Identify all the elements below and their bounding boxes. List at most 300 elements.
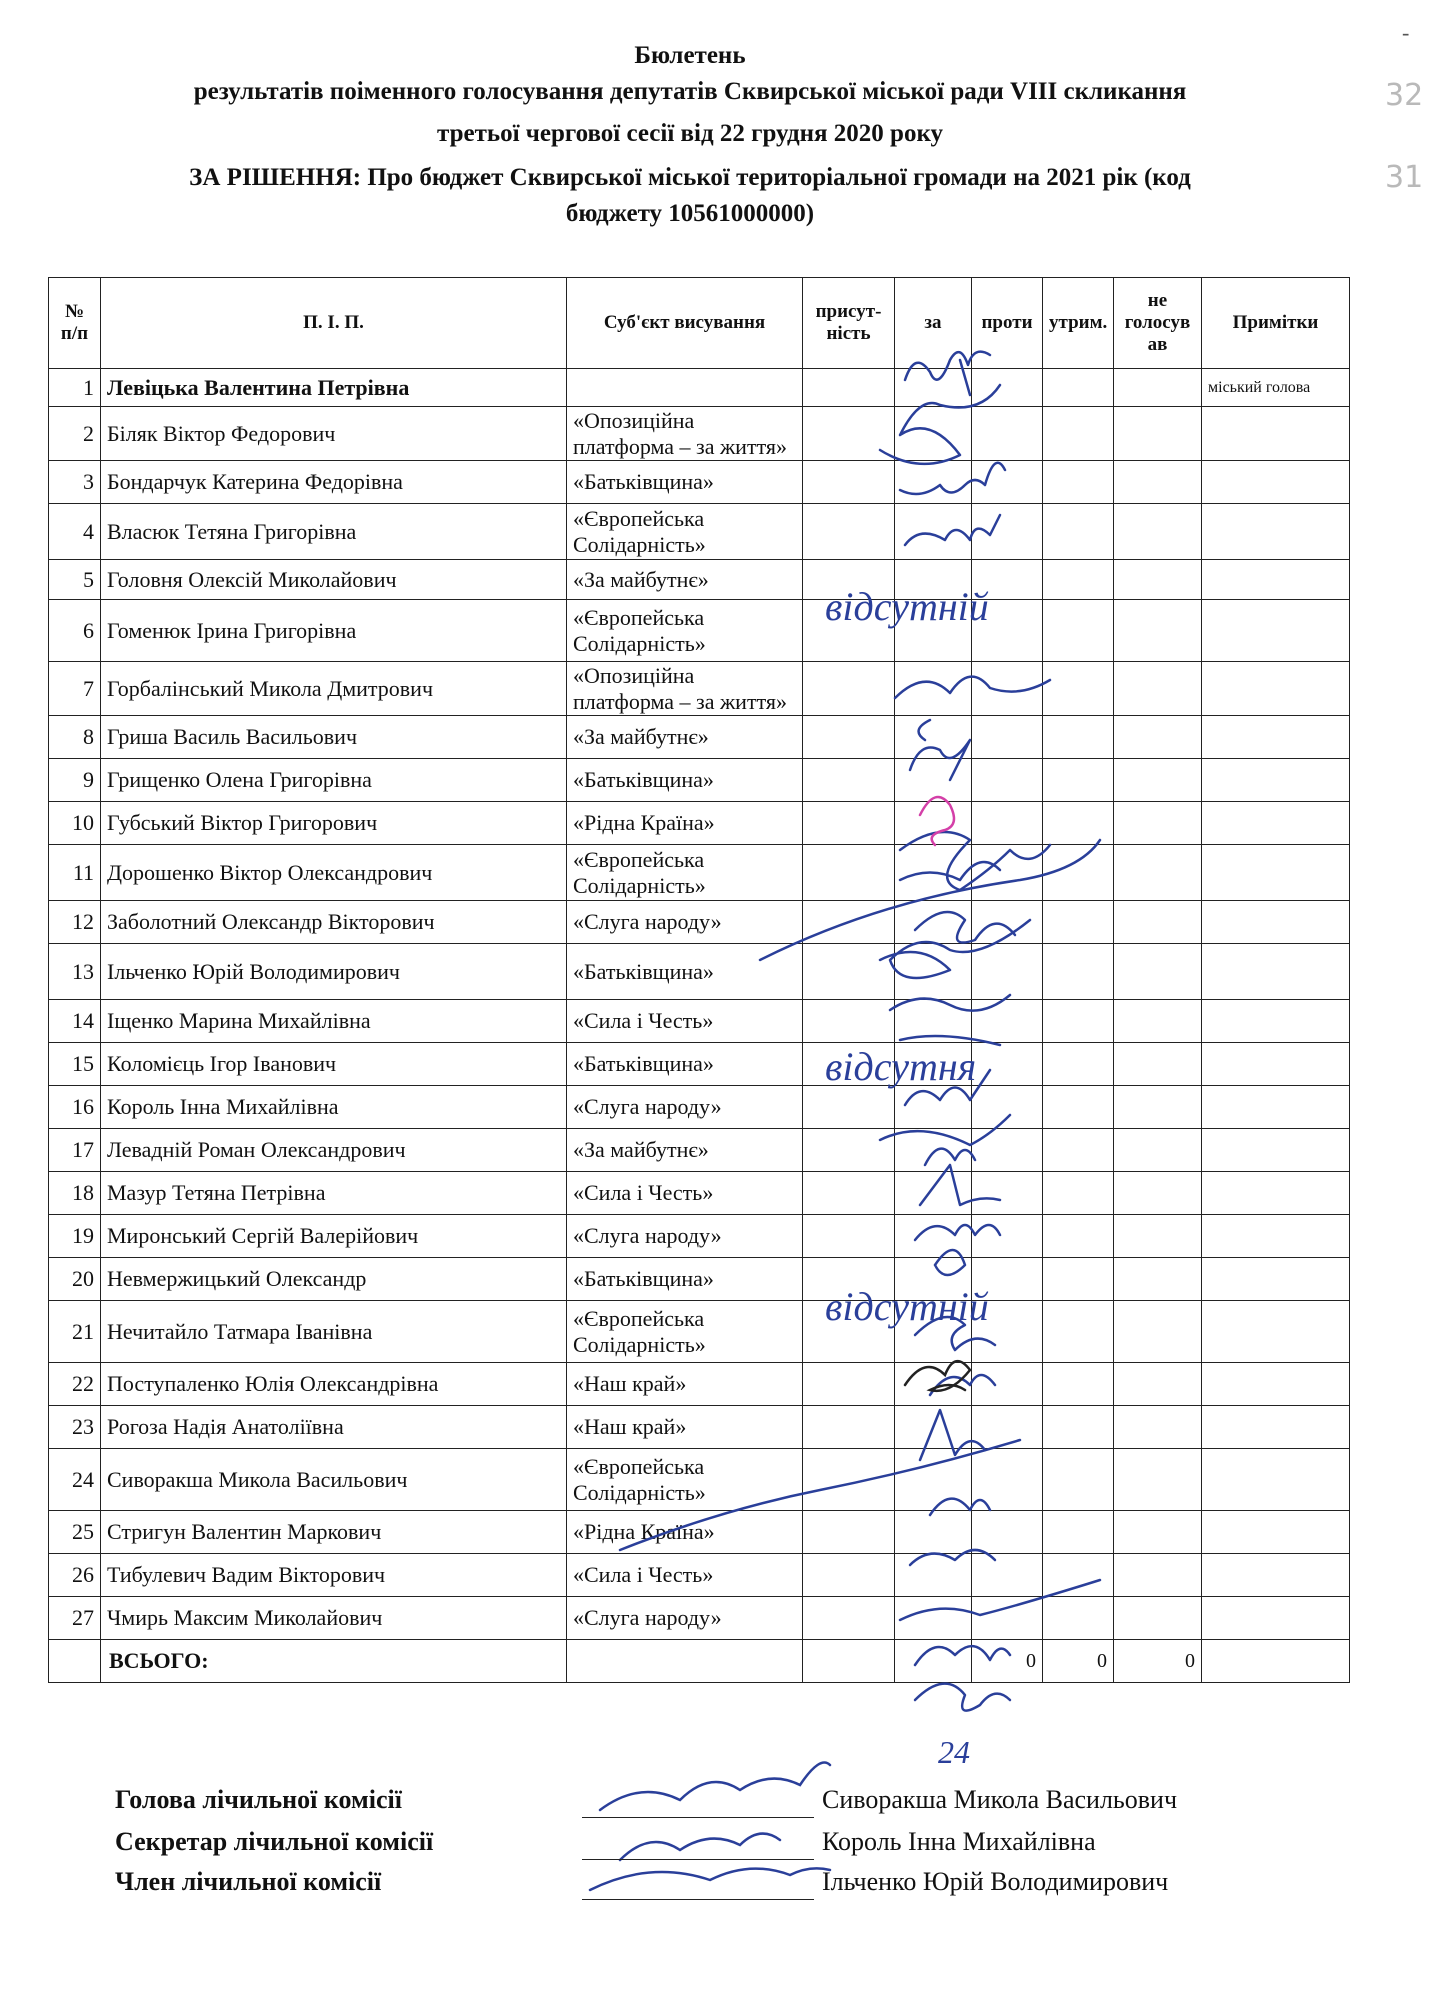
member-name: Миронський Сергій Валерійович [101, 1215, 567, 1258]
member-name: Левадній Роман Олександрович [101, 1129, 567, 1172]
member-signature [590, 1868, 830, 1890]
present-cell [803, 560, 895, 600]
row-number: 1 [49, 369, 101, 407]
chair-label: Голова лічильної комісії [115, 1785, 402, 1814]
present-cell [803, 1406, 895, 1449]
member-party: «Батьківщина» [567, 461, 803, 504]
abstain-cell [1043, 802, 1114, 845]
not-voted-cell [1114, 759, 1202, 802]
member-party [567, 369, 803, 407]
member-name: Король Інна Михайлівна [101, 1086, 567, 1129]
notes-cell [1202, 407, 1350, 461]
abstain-cell [1043, 1511, 1114, 1554]
member-name: Поступаленко Юлія Олександрівна [101, 1363, 567, 1406]
notes-cell [1202, 1172, 1350, 1215]
abstain-cell [1043, 600, 1114, 662]
table-row [49, 759, 1350, 802]
for-cell [895, 1597, 972, 1640]
against-cell [972, 1363, 1043, 1406]
for-cell [895, 716, 972, 759]
for-cell [895, 369, 972, 407]
table-row [49, 1554, 1350, 1597]
table-row [49, 1086, 1350, 1129]
member-name: Нечитайло Татмара Іванівна [101, 1301, 567, 1363]
notes-cell [1202, 716, 1350, 759]
table-row [49, 944, 1350, 1000]
against-cell [972, 944, 1043, 1000]
abstain-cell [1043, 1449, 1114, 1511]
row-number: 16 [49, 1086, 101, 1129]
against-cell [972, 901, 1043, 944]
row-number: 12 [49, 901, 101, 944]
table-row [49, 1000, 1350, 1043]
member-name: Стригун Валентин Маркович [101, 1511, 567, 1554]
not-voted-cell [1114, 1172, 1202, 1215]
member-party: «Рідна Країна» [567, 1511, 803, 1554]
for-cell [895, 1554, 972, 1597]
total-abstain: 0 [1043, 1640, 1114, 1683]
against-cell [972, 1215, 1043, 1258]
against-cell [972, 1406, 1043, 1449]
for-cell [895, 1215, 972, 1258]
notes-cell [1202, 1000, 1350, 1043]
member-name: Сиворакша Микола Васильович [101, 1449, 567, 1511]
member-name: Власюк Тетяна Григорівна [101, 504, 567, 560]
table-row [49, 802, 1350, 845]
for-cell [895, 1086, 972, 1129]
member-name: Мазур Тетяна Петрівна [101, 1172, 567, 1215]
total-label: ВСЬОГО: [101, 1640, 567, 1683]
notes-cell [1202, 759, 1350, 802]
member-name: Чмирь Максим Миколайович [101, 1597, 567, 1640]
present-cell [803, 1597, 895, 1640]
row-number: 9 [49, 759, 101, 802]
table-row [49, 461, 1350, 504]
for-cell [895, 1511, 972, 1554]
row-number: 4 [49, 504, 101, 560]
table-row [49, 1172, 1350, 1215]
row-number: 20 [49, 1258, 101, 1301]
table-row [49, 1406, 1350, 1449]
row-number: 24 [49, 1449, 101, 1511]
member-name: Грищенко Олена Григорівна [101, 759, 567, 802]
against-cell [972, 1449, 1043, 1511]
row-number: 3 [49, 461, 101, 504]
for-cell [895, 759, 972, 802]
abstain-cell [1043, 1129, 1114, 1172]
signature-mark [915, 1684, 1010, 1711]
notes-cell [1202, 504, 1350, 560]
table-row [49, 1363, 1350, 1406]
for-cell [895, 600, 972, 662]
not-voted-cell [1114, 802, 1202, 845]
member-name: Гоменюк Ірина Григорівна [101, 600, 567, 662]
present-cell [803, 901, 895, 944]
secretary-signature-line [582, 1859, 814, 1860]
row-number: 7 [49, 662, 101, 716]
row-number: 6 [49, 600, 101, 662]
table-row [49, 901, 1350, 944]
abstain-cell [1043, 560, 1114, 600]
member-party: «Сила і Честь» [567, 1000, 803, 1043]
notes-cell [1202, 560, 1350, 600]
present-cell [803, 1215, 895, 1258]
decision-line: ЗА РІШЕННЯ: Про бюджет Сквирської міської територіальної громади на 2021 рік (код [189, 164, 1191, 191]
total-for-cell [895, 1640, 972, 1683]
abstain-cell [1043, 944, 1114, 1000]
not-voted-cell [1114, 600, 1202, 662]
present-cell [803, 504, 895, 560]
for-cell [895, 1129, 972, 1172]
against-cell [972, 1000, 1043, 1043]
against-cell [972, 662, 1043, 716]
for-cell [895, 845, 972, 901]
member-name: Губський Віктор Григорович [101, 802, 567, 845]
secretary-name: Король Інна Михайлівна [822, 1827, 1096, 1856]
for-cell [895, 461, 972, 504]
abstain-cell [1043, 716, 1114, 759]
present-cell [803, 600, 895, 662]
notes-cell [1202, 1363, 1350, 1406]
against-cell [972, 1511, 1043, 1554]
notes-cell [1202, 1597, 1350, 1640]
table-row [49, 407, 1350, 461]
member-party: «Батьківщина» [567, 759, 803, 802]
against-cell [972, 600, 1043, 662]
against-cell [972, 1554, 1043, 1597]
present-cell [803, 407, 895, 461]
present-cell [803, 1172, 895, 1215]
row-number: 22 [49, 1363, 101, 1406]
member-party: «Слуга народу» [567, 1215, 803, 1258]
row-number: 17 [49, 1129, 101, 1172]
notes-cell [1202, 1449, 1350, 1511]
for-cell [895, 1043, 972, 1086]
not-voted-cell [1114, 1363, 1202, 1406]
notes-cell [1202, 1043, 1350, 1086]
col-abstain: утрим. [1043, 278, 1114, 369]
member-name: Бондарчук Катерина Федорівна [101, 461, 567, 504]
total-for-handwritten: 24 [938, 1734, 970, 1770]
corner-mark: ‑ [1402, 20, 1410, 45]
not-voted-cell [1114, 662, 1202, 716]
col-notes: Примітки [1202, 278, 1350, 369]
row-number: 18 [49, 1172, 101, 1215]
against-cell [972, 1172, 1043, 1215]
table-row [49, 1301, 1350, 1363]
table-row [49, 1129, 1350, 1172]
member-party: «Батьківщина» [567, 1043, 803, 1086]
notes-cell: міський голова [1202, 369, 1350, 407]
member-party: «Європейська Солідарність» [567, 845, 803, 901]
col-num: № п/п [49, 278, 101, 369]
notes-cell [1202, 1511, 1350, 1554]
present-cell [803, 1511, 895, 1554]
notes-cell [1202, 944, 1350, 1000]
row-number: 21 [49, 1301, 101, 1363]
abstain-cell [1043, 1363, 1114, 1406]
member-party: «Опозиційна платформа – за життя» [567, 662, 803, 716]
against-cell [972, 407, 1043, 461]
abstain-cell [1043, 1172, 1114, 1215]
member-signature-line [582, 1899, 814, 1900]
against-cell [972, 1597, 1043, 1640]
not-voted-cell [1114, 1258, 1202, 1301]
for-cell [895, 662, 972, 716]
present-cell [803, 1449, 895, 1511]
member-name: Левіцька Валентина Петрівна [101, 369, 567, 407]
not-voted-cell [1114, 1406, 1202, 1449]
for-cell [895, 1363, 972, 1406]
notes-cell [1202, 1086, 1350, 1129]
margin-pencil-note: 31 [1385, 160, 1424, 195]
member-party: «Європейська Солідарність» [567, 1449, 803, 1511]
chair-signature [600, 1763, 830, 1811]
notes-cell [1202, 461, 1350, 504]
against-cell [972, 504, 1043, 560]
member-party: «Наш край» [567, 1363, 803, 1406]
row-number: 13 [49, 944, 101, 1000]
against-cell [972, 1043, 1043, 1086]
member-name: Заболотний Олександр Вікторович [101, 901, 567, 944]
against-cell [972, 845, 1043, 901]
secretary-label: Секретар лічильної комісії [115, 1827, 434, 1856]
for-cell [895, 901, 972, 944]
abstain-cell [1043, 1597, 1114, 1640]
present-cell [803, 1086, 895, 1129]
member-name: Гриша Василь Васильович [101, 716, 567, 759]
against-cell [972, 1129, 1043, 1172]
not-voted-cell [1114, 1000, 1202, 1043]
present-cell [803, 1000, 895, 1043]
for-cell [895, 407, 972, 461]
notes-cell [1202, 1406, 1350, 1449]
abstain-cell [1043, 1554, 1114, 1597]
document-subtitle: результатів поіменного голосування депутатів Сквирської міської ради VIII скликання [193, 78, 1187, 105]
against-cell [972, 716, 1043, 759]
against-cell [972, 461, 1043, 504]
col-for: за [895, 278, 972, 369]
abstain-cell [1043, 845, 1114, 901]
member-party: «Європейська Солідарність» [567, 504, 803, 560]
not-voted-cell [1114, 1215, 1202, 1258]
table-row [49, 1511, 1350, 1554]
document-title: Бюлетень [634, 42, 746, 69]
member-name: Рогоза Надія Анатоліївна [101, 1406, 567, 1449]
present-cell [803, 461, 895, 504]
total-row [49, 1640, 1350, 1683]
abstain-cell [1043, 1406, 1114, 1449]
table-row [49, 716, 1350, 759]
not-voted-cell [1114, 560, 1202, 600]
not-voted-cell [1114, 901, 1202, 944]
decision-line-cont: бюджету 10561000000) [565, 200, 815, 227]
present-cell [803, 1554, 895, 1597]
row-number: 23 [49, 1406, 101, 1449]
not-voted-cell [1114, 1129, 1202, 1172]
member-party: «Сила і Честь» [567, 1172, 803, 1215]
abstain-cell [1043, 1043, 1114, 1086]
present-cell [803, 716, 895, 759]
member-party: «Європейська Солідарність» [567, 1301, 803, 1363]
notes-cell [1202, 1215, 1350, 1258]
member-label: Член лічильної комісії [115, 1867, 382, 1896]
session-line: третьої чергової сесії від 22 грудня 2020 року [436, 120, 944, 147]
notes-cell [1202, 1129, 1350, 1172]
table-row [49, 600, 1350, 662]
total-against: 0 [972, 1640, 1043, 1683]
abstain-cell [1043, 759, 1114, 802]
for-cell [895, 1301, 972, 1363]
present-cell [803, 1043, 895, 1086]
member-party: «За майбутнє» [567, 716, 803, 759]
not-voted-cell [1114, 1554, 1202, 1597]
member-party: «Європейська Солідарність» [567, 600, 803, 662]
abstain-cell [1043, 1301, 1114, 1363]
not-voted-cell [1114, 1597, 1202, 1640]
table-row [49, 845, 1350, 901]
member-party: «Наш край» [567, 1406, 803, 1449]
for-cell [895, 944, 972, 1000]
member-name: Іщенко Марина Михайлівна [101, 1000, 567, 1043]
table-row [49, 1215, 1350, 1258]
member-name: Біляк Віктор Федорович [101, 407, 567, 461]
against-cell [972, 759, 1043, 802]
not-voted-cell [1114, 407, 1202, 461]
against-cell [972, 1301, 1043, 1363]
member-name: Невмержицький Олександр [101, 1258, 567, 1301]
not-voted-cell [1114, 461, 1202, 504]
not-voted-cell [1114, 716, 1202, 759]
member-party: «Сила і Честь» [567, 1554, 803, 1597]
member-party: «Батьківщина» [567, 944, 803, 1000]
notes-cell [1202, 1554, 1350, 1597]
notes-cell [1202, 901, 1350, 944]
abstain-cell [1043, 407, 1114, 461]
present-cell [803, 1129, 895, 1172]
abstain-cell [1043, 369, 1114, 407]
for-cell [895, 1406, 972, 1449]
present-cell [803, 845, 895, 901]
against-cell [972, 560, 1043, 600]
member-name: Тибулевич Вадим Вікторович [101, 1554, 567, 1597]
notes-cell [1202, 802, 1350, 845]
absent-note: відсутня [825, 1044, 977, 1089]
table-row [49, 662, 1350, 716]
for-cell [895, 1258, 972, 1301]
member-party: «Батьківщина» [567, 1258, 803, 1301]
member-party: «Слуга народу» [567, 1086, 803, 1129]
absent-note: відсутній [825, 584, 989, 629]
table-row [49, 1043, 1350, 1086]
present-cell [803, 662, 895, 716]
row-number: 11 [49, 845, 101, 901]
member-name: Коломієць Ігор Іванович [101, 1043, 567, 1086]
row-number: 19 [49, 1215, 101, 1258]
not-voted-cell [1114, 845, 1202, 901]
present-cell [803, 369, 895, 407]
member-name: Горбалінський Микола Дмитрович [101, 662, 567, 716]
row-number: 27 [49, 1597, 101, 1640]
present-cell [803, 802, 895, 845]
abstain-cell [1043, 1000, 1114, 1043]
present-cell [803, 944, 895, 1000]
present-cell [803, 1363, 895, 1406]
chair-signature-line [582, 1817, 814, 1818]
notes-cell [1202, 600, 1350, 662]
not-voted-cell [1114, 1449, 1202, 1511]
row-number: 2 [49, 407, 101, 461]
table-row [49, 1258, 1350, 1301]
against-cell [972, 1086, 1043, 1129]
notes-cell [1202, 1258, 1350, 1301]
member-name: Дорошенко Віктор Олександрович [101, 845, 567, 901]
table-row [49, 560, 1350, 600]
col-name: П. І. П. [101, 278, 567, 369]
margin-pencil-note: 32 [1385, 78, 1424, 113]
row-number: 14 [49, 1000, 101, 1043]
for-cell [895, 1000, 972, 1043]
notes-cell [1202, 845, 1350, 901]
table-row [49, 504, 1350, 560]
abstain-cell [1043, 1258, 1114, 1301]
table-row [49, 1449, 1350, 1511]
member-party: «За майбутнє» [567, 560, 803, 600]
abstain-cell [1043, 461, 1114, 504]
member-party: «Рідна Країна» [567, 802, 803, 845]
for-cell [895, 1172, 972, 1215]
for-cell [895, 1449, 972, 1511]
chair-name: Сиворакша Микола Васильович [822, 1785, 1178, 1814]
not-voted-cell [1114, 504, 1202, 560]
for-cell [895, 560, 972, 600]
abstain-cell [1043, 901, 1114, 944]
row-number: 5 [49, 560, 101, 600]
table-row [49, 1597, 1350, 1640]
member-party: «Слуга народу» [567, 1597, 803, 1640]
against-cell [972, 802, 1043, 845]
against-cell [972, 1258, 1043, 1301]
row-number: 8 [49, 716, 101, 759]
member-party: «Опозиційна платформа – за життя» [567, 407, 803, 461]
present-cell [803, 759, 895, 802]
row-number: 10 [49, 802, 101, 845]
for-cell [895, 504, 972, 560]
member-name: Ільченко Юрій Володимирович [101, 944, 567, 1000]
notes-cell [1202, 662, 1350, 716]
col-party: Суб'єкт висування [567, 278, 803, 369]
absent-note: відсутній [825, 1284, 989, 1329]
table-row [49, 369, 1350, 407]
table-header-row [49, 278, 1350, 369]
member-name: Головня Олексій Миколайович [101, 560, 567, 600]
for-cell [895, 802, 972, 845]
secretary-signature [620, 1834, 780, 1860]
total-not-voted: 0 [1114, 1640, 1202, 1683]
vote-table [48, 277, 1350, 1683]
row-number: 26 [49, 1554, 101, 1597]
notes-cell [1202, 1301, 1350, 1363]
not-voted-cell [1114, 1086, 1202, 1129]
col-against: проти [972, 278, 1043, 369]
abstain-cell [1043, 504, 1114, 560]
present-cell [803, 1258, 895, 1301]
col-not-voted: не голосув ав [1114, 278, 1202, 369]
not-voted-cell [1114, 1511, 1202, 1554]
abstain-cell [1043, 1086, 1114, 1129]
abstain-cell [1043, 662, 1114, 716]
abstain-cell [1043, 1215, 1114, 1258]
